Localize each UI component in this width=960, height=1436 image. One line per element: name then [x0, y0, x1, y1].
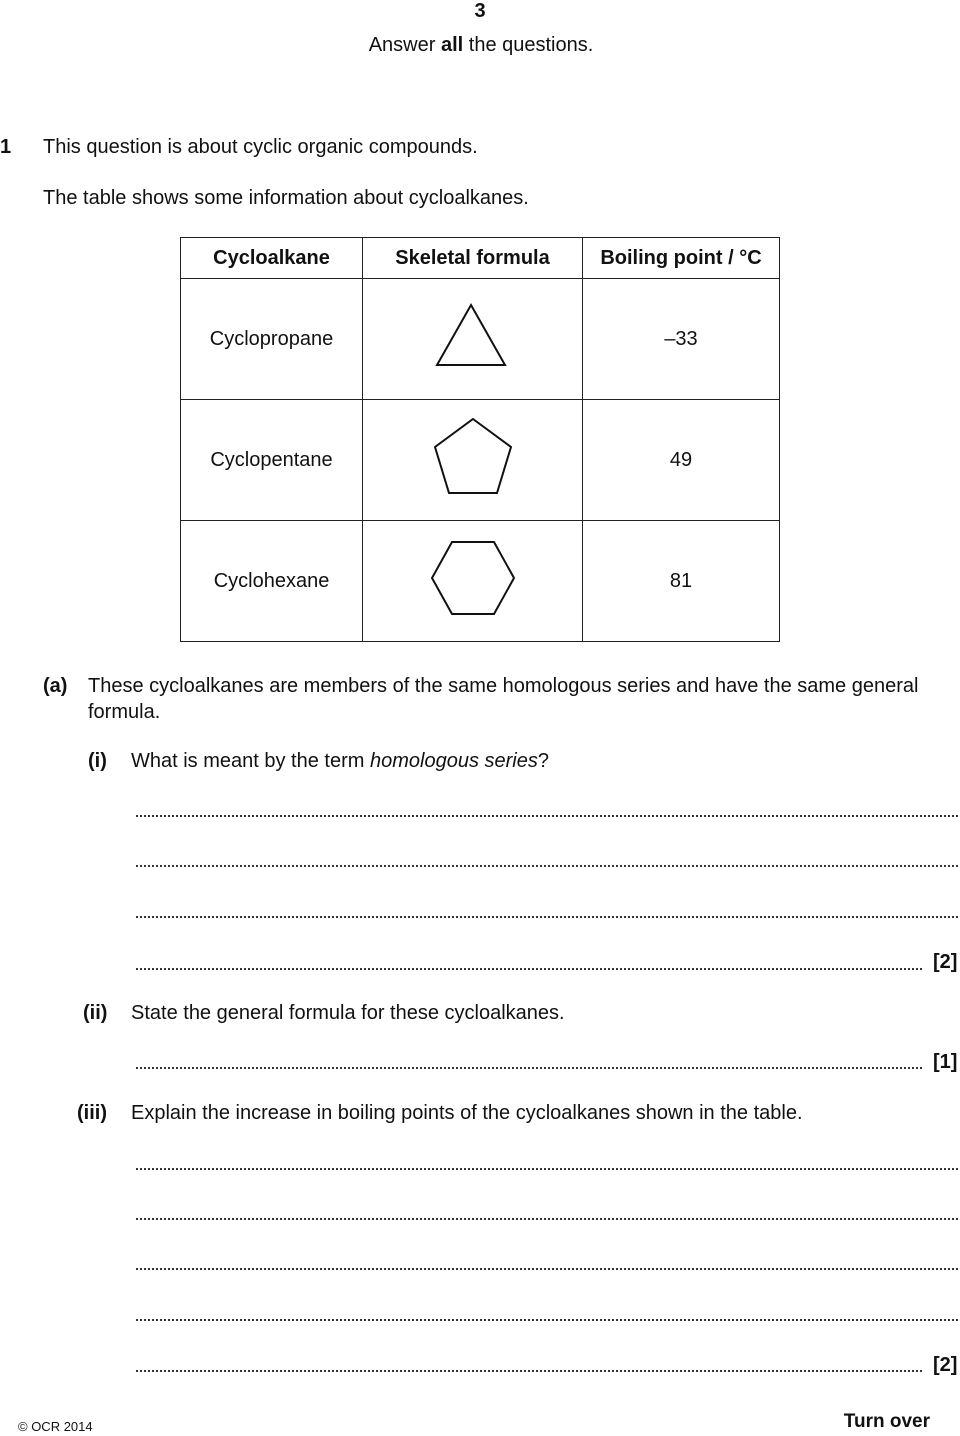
cell-formula	[363, 279, 583, 400]
marks-ii: [1]	[933, 1051, 958, 1073]
sub-iii-text: Explain the increase in boiling points of the cycloalkanes shown in the table.	[131, 1102, 803, 1124]
table-row	[181, 400, 780, 521]
cell-bp: 49	[583, 400, 780, 521]
cell-bp: 81	[583, 521, 780, 642]
answer-line[interactable]	[136, 968, 922, 970]
cell-name: Cyclohexane	[181, 521, 363, 642]
answer-line[interactable]	[136, 815, 958, 817]
answer-line[interactable]	[136, 1168, 958, 1170]
table-header-row	[181, 238, 780, 279]
cycloalkane-table	[180, 237, 780, 642]
question-intro: This question is about cyclic organic compounds.	[43, 136, 478, 158]
header-boiling-point: Boiling point / °C	[583, 238, 780, 279]
sub-ii-label: (ii)	[83, 1002, 108, 1024]
instruction: Answer all the questions.	[368, 34, 594, 56]
marks-i: [2]	[933, 951, 958, 973]
hexagon-icon	[430, 540, 516, 616]
cell-formula	[363, 521, 583, 642]
sub-i-label: (i)	[88, 750, 107, 772]
pentagon-icon	[431, 417, 515, 497]
question-number: 1	[0, 136, 12, 158]
marks-iii: [2]	[933, 1354, 958, 1376]
table-intro: The table shows some information about cycloalkanes.	[43, 187, 529, 209]
header-cycloalkane: Cycloalkane	[181, 238, 363, 279]
sub-i-text: What is meant by the term homologous series?	[131, 750, 549, 772]
page-number: 3	[474, 0, 486, 22]
answer-line[interactable]	[136, 916, 958, 918]
answer-line[interactable]	[136, 1319, 958, 1321]
cell-name: Cyclopentane	[181, 400, 363, 521]
table-row	[181, 279, 780, 400]
cell-name: Cyclopropane	[181, 279, 363, 400]
part-a-label: (a)	[43, 675, 68, 697]
header-skeletal-formula: Skeletal formula	[363, 238, 583, 279]
cell-formula	[363, 400, 583, 521]
answer-line[interactable]	[136, 1218, 958, 1220]
sub-iii-label: (iii)	[77, 1102, 107, 1124]
sub-ii-text: State the general formula for these cycloalkanes.	[131, 1002, 565, 1024]
table-row	[181, 521, 780, 642]
part-a-text-line2: formula.	[88, 701, 161, 723]
cell-bp: –33	[583, 279, 780, 400]
answer-line[interactable]	[136, 1067, 922, 1069]
triangle-icon	[433, 301, 513, 371]
part-a-text-line1: These cycloalkanes are members of the same homologous series and have the same general	[88, 675, 919, 697]
copyright: © OCR 2014	[18, 1419, 93, 1434]
answer-line[interactable]	[136, 865, 958, 867]
answer-line[interactable]	[136, 1370, 922, 1372]
answer-line[interactable]	[136, 1268, 958, 1270]
turn-over: Turn over	[843, 1411, 930, 1432]
